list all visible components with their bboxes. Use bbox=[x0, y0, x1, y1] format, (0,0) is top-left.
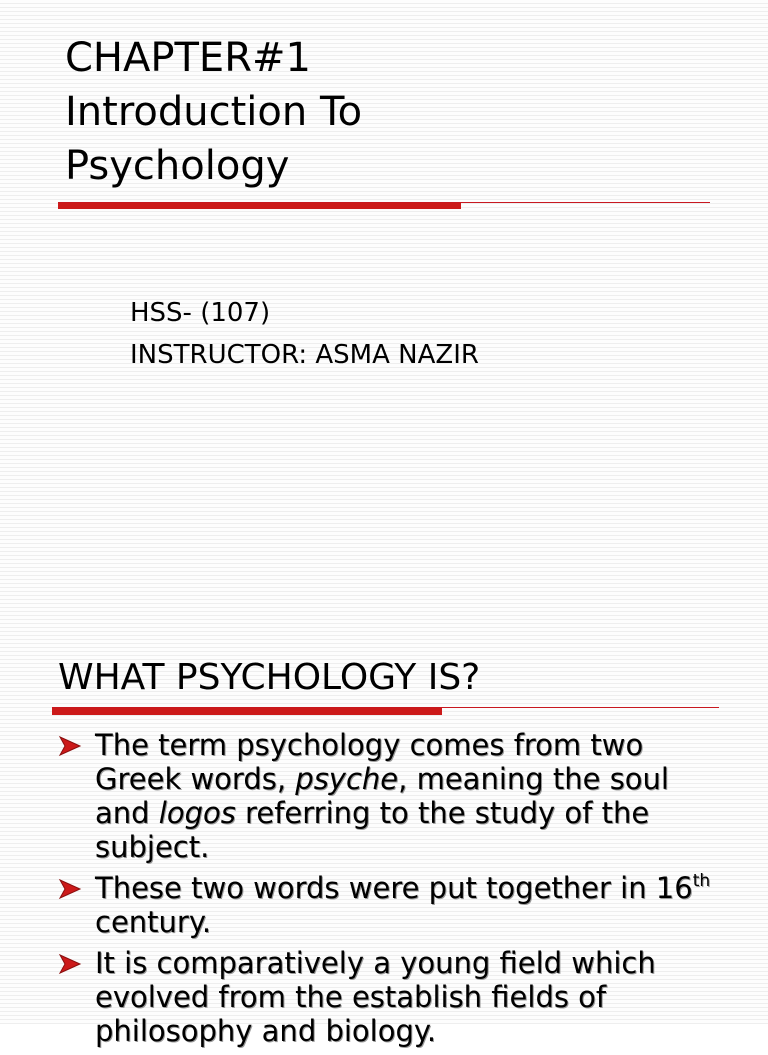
list-item bbox=[58, 946, 728, 1048]
arrow-bullet-icon bbox=[58, 736, 82, 756]
list-item bbox=[58, 728, 728, 864]
slide-what-psychology-is bbox=[0, 640, 768, 1048]
bullet-text: These two words were put together in 16th century. bbox=[95, 871, 711, 939]
title-line-introduction: Introduction To bbox=[65, 89, 363, 135]
slide-heading: WHAT PSYCHOLOGY IS? bbox=[58, 657, 481, 698]
chapter-title bbox=[65, 31, 362, 193]
title-line-chapter: CHAPTER#1 bbox=[65, 35, 311, 81]
bullet-text: It is comparatively a young field which evolved from the establish fields of philosophy and biology. bbox=[95, 946, 656, 1048]
ordinal-suffix: th bbox=[692, 871, 711, 891]
term-psyche: psyche bbox=[295, 762, 399, 796]
arrow-bullet-icon bbox=[58, 954, 82, 974]
bullet-list bbox=[58, 728, 728, 1055]
term-logos: logos bbox=[158, 796, 236, 830]
list-item bbox=[58, 871, 728, 939]
heading-rule-thick bbox=[52, 708, 442, 715]
title-rule-thick bbox=[58, 203, 461, 209]
bullet-text: The term psychology comes from two Greek words, psyche, meaning the soul and logos referring to the study of the subject. bbox=[95, 728, 669, 864]
course-info bbox=[130, 292, 479, 376]
course-code: HSS- (107) bbox=[130, 298, 271, 328]
title-line-psychology: Psychology bbox=[65, 143, 290, 189]
instructor-name: INSTRUCTOR: ASMA NAZIR bbox=[130, 340, 479, 370]
arrow-bullet-icon bbox=[58, 879, 82, 899]
